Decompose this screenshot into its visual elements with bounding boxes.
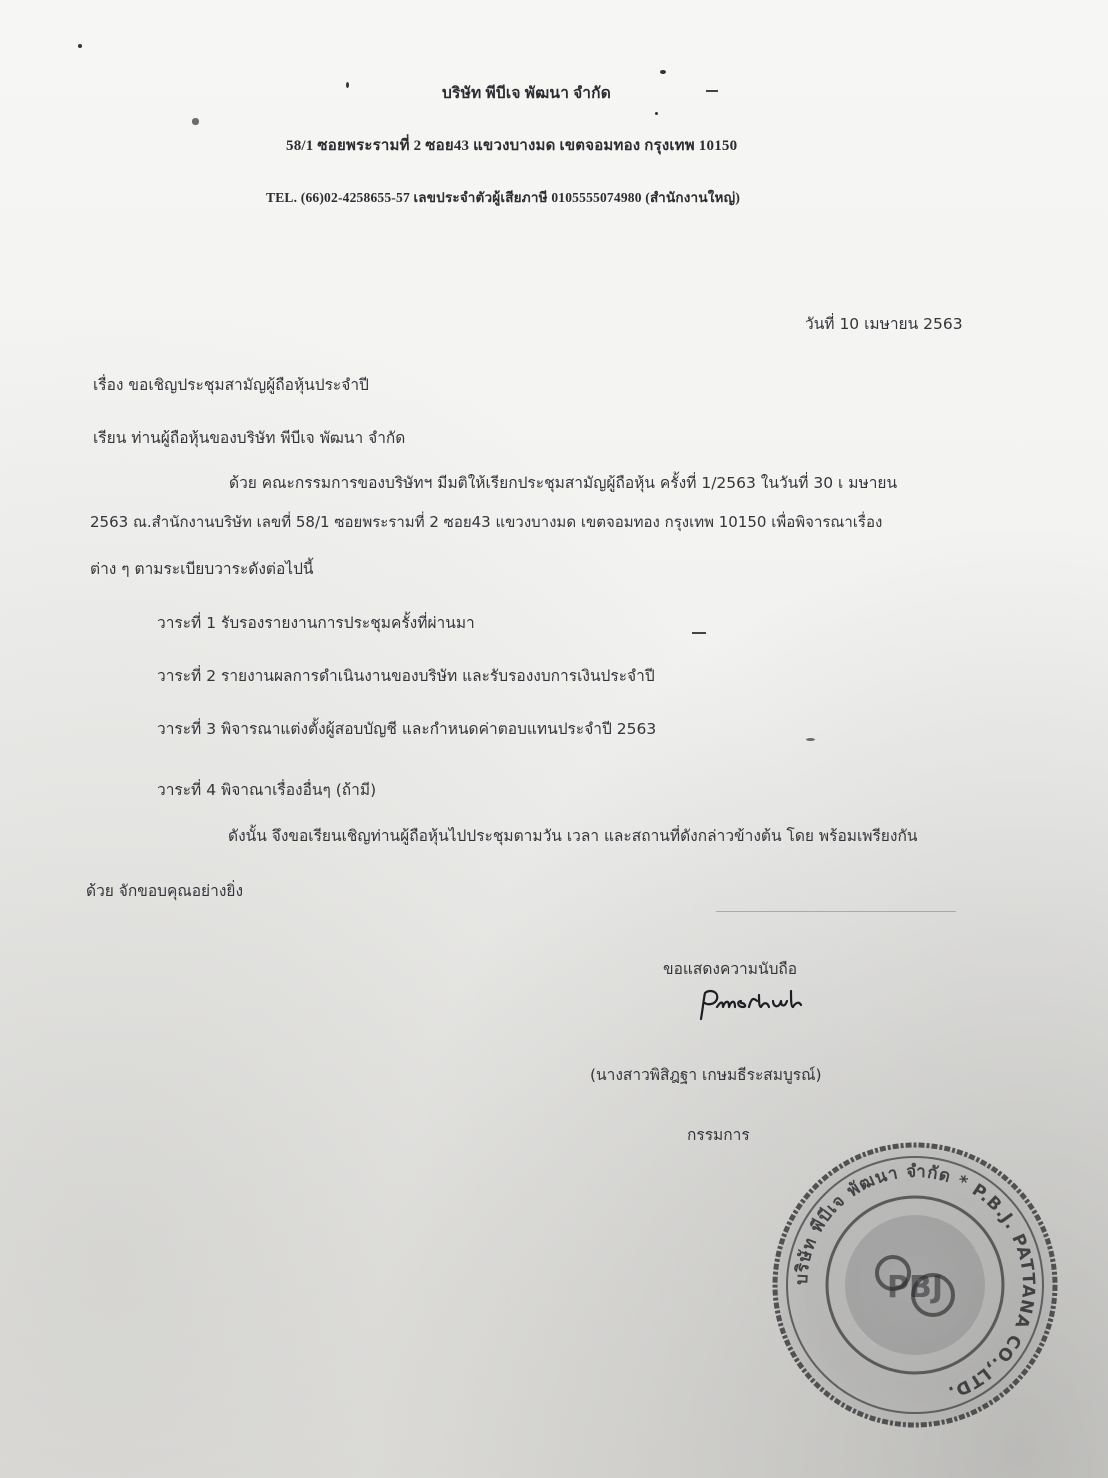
scan-speck [78, 44, 82, 48]
scan-speck [346, 82, 349, 88]
company-name: บริษัท พีบีเจ พัฒนา จำกัด [442, 85, 612, 102]
svg-text:PBJ: PBJ [886, 1270, 944, 1305]
agenda-item-4: วาระที่ 4 พิจาณาเรื่องอื่นๆ (ถ้ามี) [157, 781, 377, 799]
scan-mark [716, 911, 956, 912]
scan-speck [655, 112, 658, 115]
closing-line-2: ด้วย จักขอบคุณอย่างยิ่ง [86, 882, 244, 900]
intro-line-2: 2563 ณ.สำนักงานบริษัท เลขที่ 58/1 ซอยพระรามที่ 2 ซอย43 แขวงบางมด เขตจอมทอง กรุงเทพ 10150 เพื่อพิจารณาเรื่อง [90, 513, 883, 531]
agenda-item-3: วาระที่ 3 พิจารณาแต่งตั้งผู้สอบบัญชี และกำหนดค่าตอบแทนประจำปี 2563 [157, 720, 657, 738]
signer-title: กรรมการ [687, 1126, 750, 1144]
agenda-item-2: วาระที่ 2 รายงานผลการดำเนินงานของบริษัท และรับรองงบการเงินประจำปี [157, 667, 655, 685]
scan-speck [192, 118, 199, 125]
regards-text: ขอแสดงความนับถือ [663, 960, 798, 978]
company-seal-icon [765, 1135, 1065, 1435]
intro-line-1: ด้วย คณะกรรมการของบริษัทฯ มีมติให้เรียกประชุมสามัญผู้ถือหุ้น ครั้งที่ 1/2563 ในวันที่ 30 เ มษายน [229, 474, 898, 492]
company-contact: TEL. (66)02-4258655-57 เลขประจำตัวผู้เสียภาษี 0105555074980 (สำนักงานใหญ่) [266, 190, 741, 205]
agenda-item-1: วาระที่ 1 รับรองรายงานการประชุมครั้งที่ผ่านมา [157, 614, 475, 632]
closing-line-1: ดังนั้น จึงขอเรียนเชิญท่านผู้ถือหุ้นไปประชุมตามวัน เวลา และสถานที่ดังกล่าวข้างต้น โดย พร้อมเพรียงกัน [228, 827, 918, 845]
company-address: 58/1 ซอยพระรามที่ 2 ซอย43 แขวงบางมด เขตจอมทอง กรุงเทพ 10150 [286, 138, 738, 154]
signature-image [695, 985, 805, 1025]
intro-line-3: ต่าง ๆ ตามระเบียบวาระดังต่อไปนี้ [90, 560, 314, 578]
letter-subject: เรื่อง ขอเชิญประชุมสามัญผู้ถือหุ้นประจำปี [93, 376, 369, 394]
scan-mark [692, 632, 706, 634]
letter-recipient: เรียน ท่านผู้ถือหุ้นของบริษัท พีบีเจ พัฒนา จำกัด [93, 429, 406, 447]
scan-speck [806, 738, 815, 741]
signer-name: (นางสาวพิสิฎฐา เกษมธีระสมบูรณ์) [590, 1066, 822, 1084]
scan-mark [706, 90, 718, 92]
letter-date: วันที่ 10 เมษายน 2563 [805, 315, 963, 333]
svg-text:บริษัท พีบีเจ พัฒนา จำกัด * P.: บริษัท พีบีเจ พัฒนา จำกัด * P.B.J. PATTANA CO.,LTD. [791, 1161, 1039, 1403]
scan-speck [660, 70, 666, 74]
